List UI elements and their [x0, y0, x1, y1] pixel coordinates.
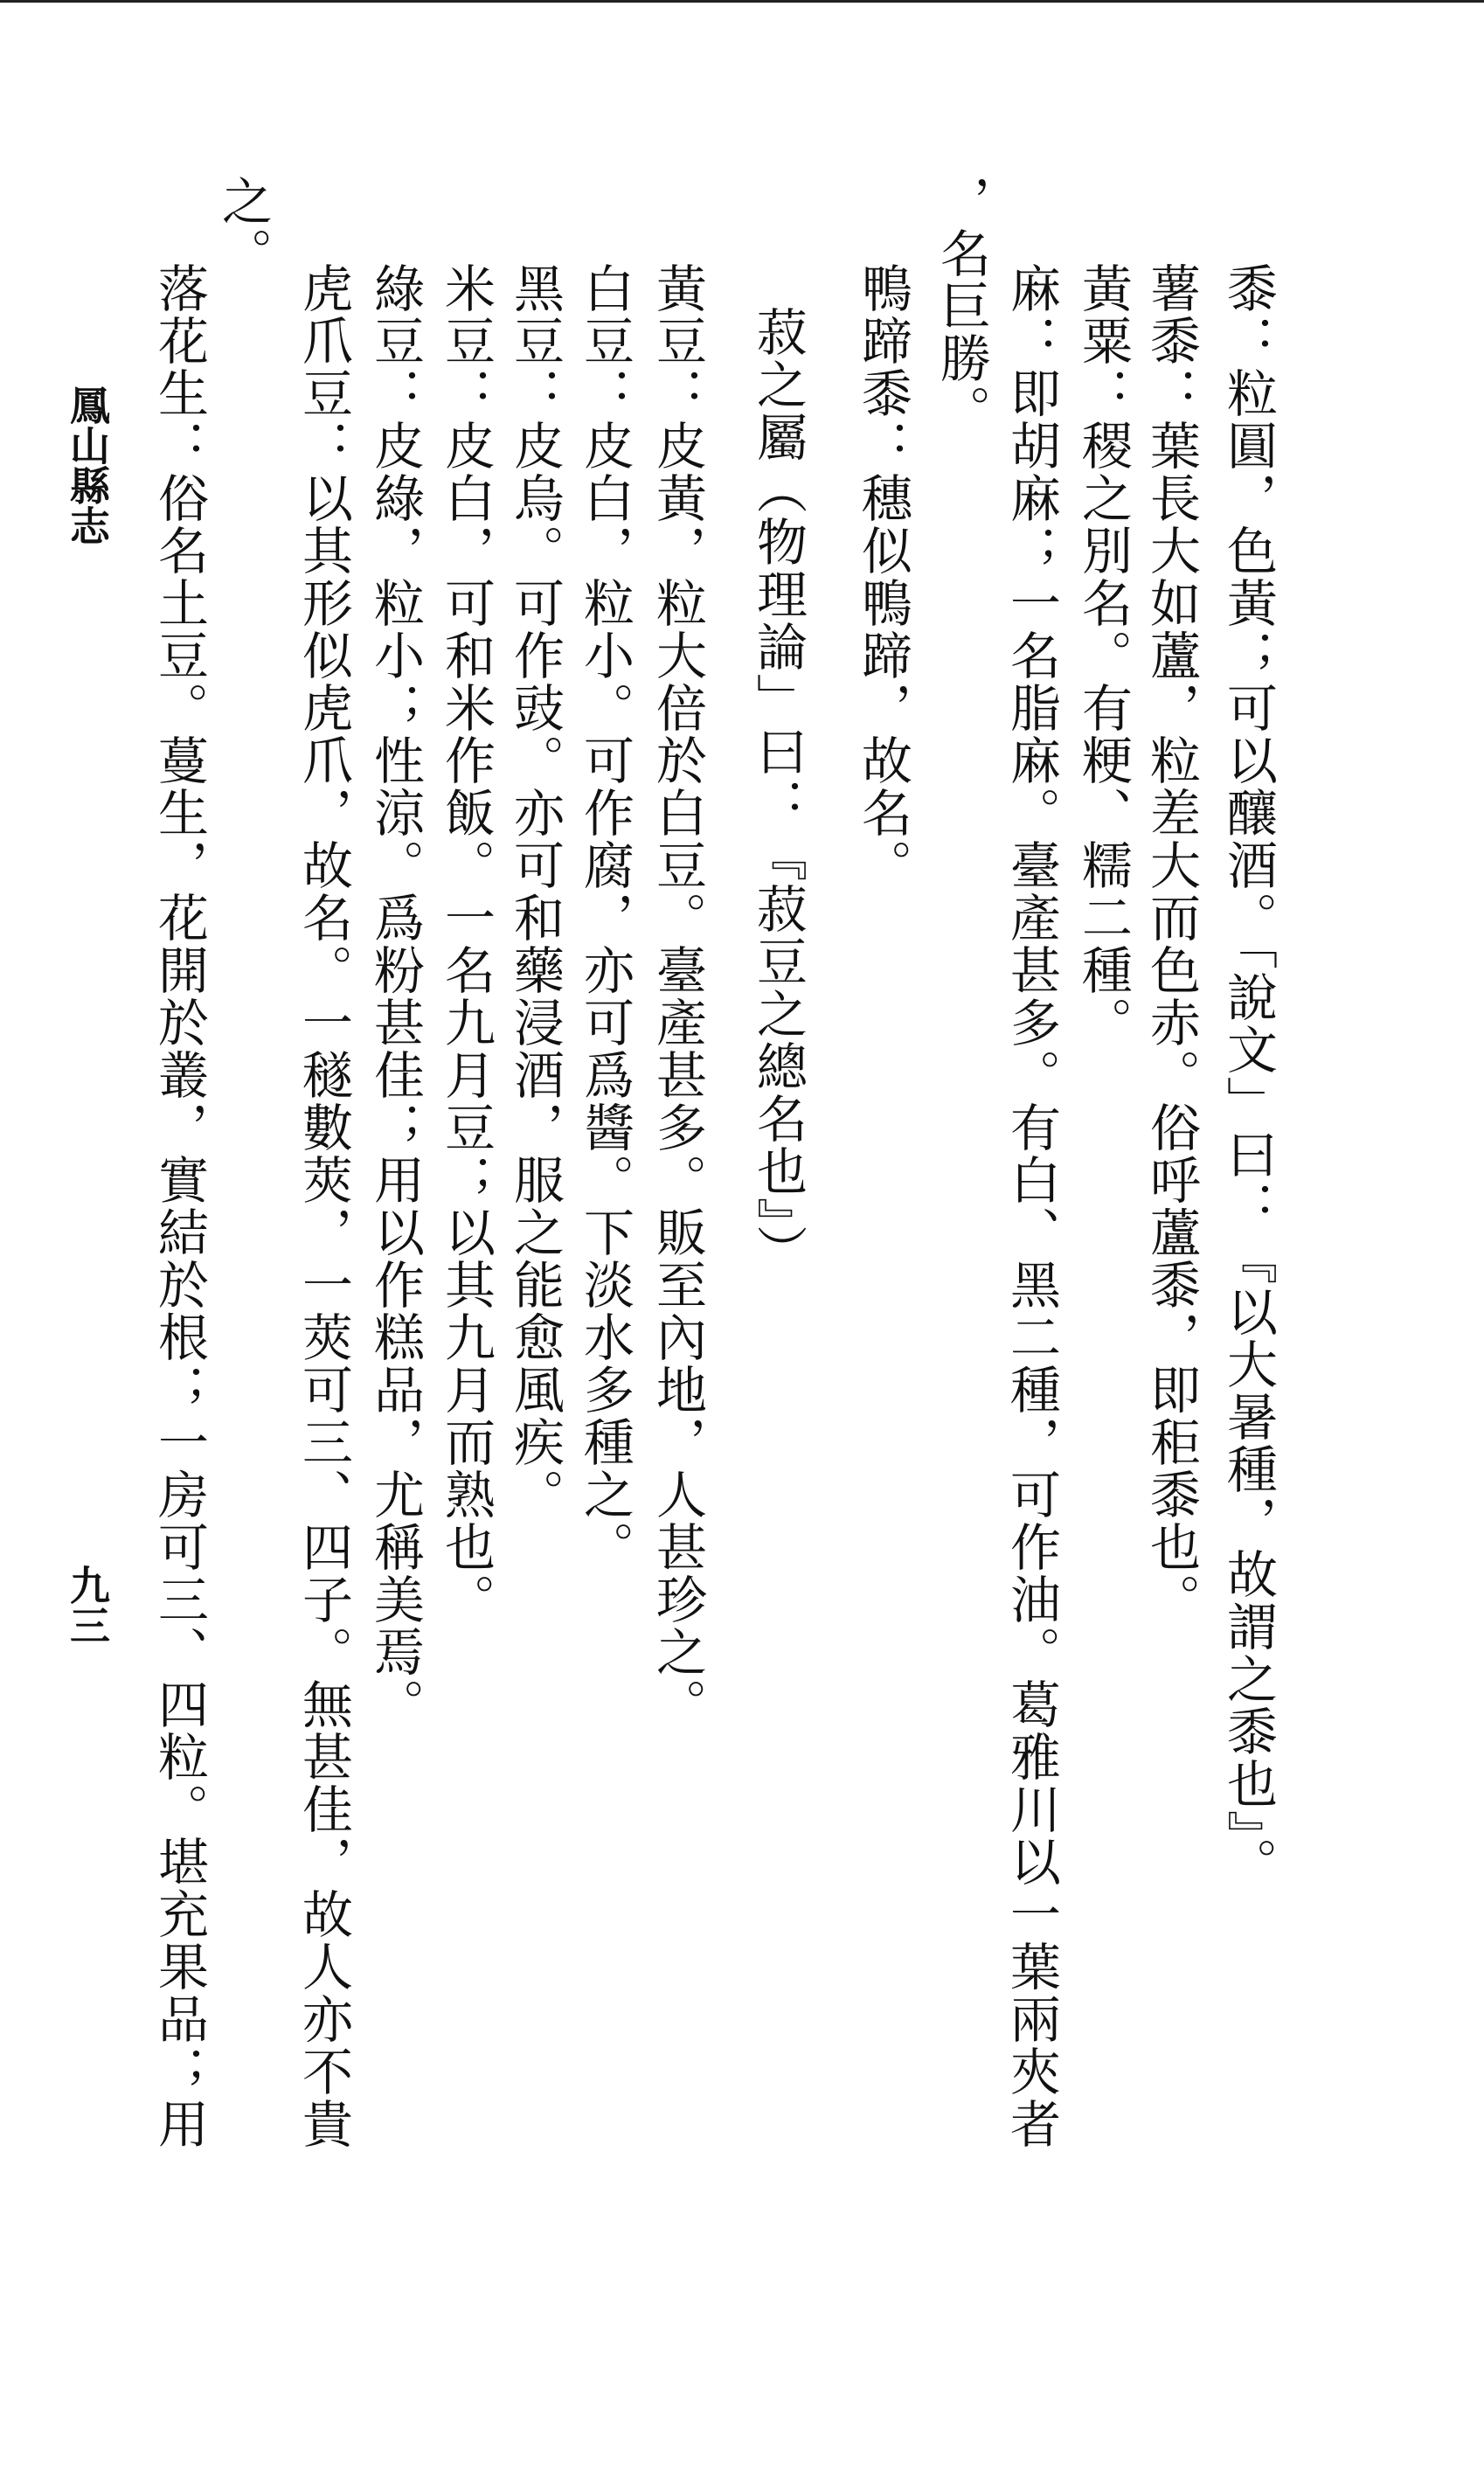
- text-column-5: ，名巨勝。: [932, 175, 991, 437]
- text-column-12: 綠豆：皮綠，粒小；性涼。爲粉甚佳；用以作糕品，尤稱美焉。: [365, 262, 425, 1731]
- text-column-3: 黃粟：稷之別名。有粳、糯二種。: [1073, 262, 1133, 1049]
- text-column-15: 落花生：俗名土豆。蔓生，花開於叢，實結於根；一房可三、四粒。堪充果品；用: [149, 262, 209, 2150]
- text-column-8: 黃豆：皮黃，粒大倍於白豆。臺產甚多。販至內地，人甚珍之。: [648, 262, 707, 1731]
- text-column-2: 薯黍：葉長大如蘆，粒差大而色赤。俗呼蘆黍，即秬黍也。: [1141, 262, 1201, 1626]
- section-heading-legumes: 菽之屬（物理論」曰：『菽豆之總名也』）: [748, 306, 808, 1277]
- text-column-6: 鴨蹄黍：穗似鴨蹄，故名。: [853, 262, 912, 892]
- text-column-4: 麻：即胡麻；一名脂麻。臺產甚多。有白、黑二種，可作油。葛雅川以一葉兩夾者: [1002, 262, 1061, 2150]
- book-title: 鳳山縣志: [64, 385, 111, 545]
- text-column-13: 虎爪豆：以其形似虎爪，故名。一穟數莢，一莢可三、四子。無甚佳，故人亦不貴: [294, 262, 353, 2150]
- text-column-11: 米豆：皮白，可和米作飯。一名九月豆；以其九月而熟也。: [436, 262, 496, 1626]
- page-number: 九三: [64, 1565, 111, 1645]
- text-column-10: 黑豆：皮烏。可作豉。亦可和藥浸酒，服之能愈風疾。: [505, 262, 565, 1521]
- text-column-9: 白豆：皮白，粒小。可作腐，亦可爲醬。下淡水多種之。: [575, 262, 635, 1573]
- text-column-14: 之。: [213, 175, 273, 280]
- text-column-1: 黍：粒圓，色黃；可以釀酒。「說文」曰：『以大暑種，故謂之黍也』。: [1218, 262, 1278, 1890]
